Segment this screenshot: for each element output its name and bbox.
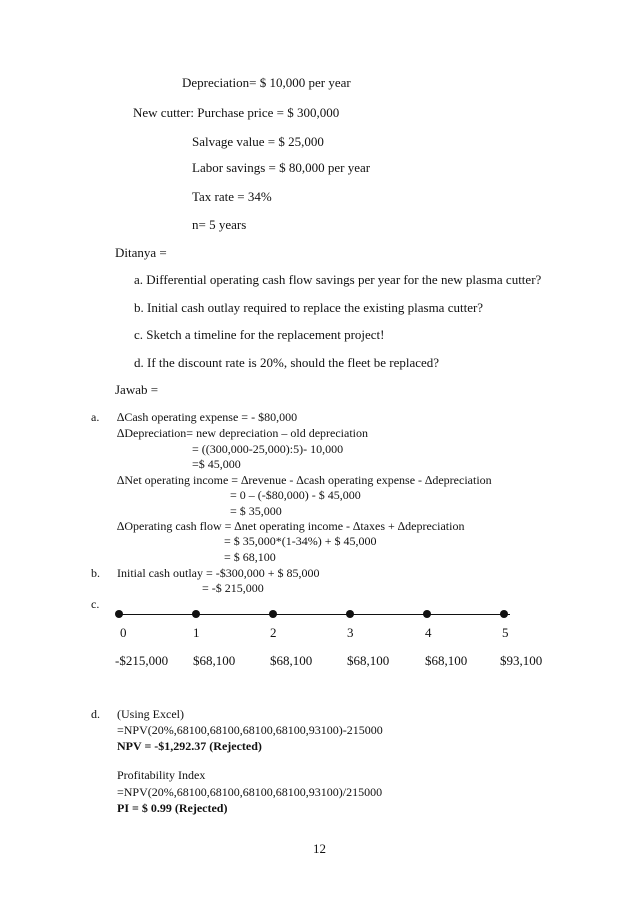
answer-d-using: (Using Excel) [117, 707, 184, 721]
timeline-period: 2 [270, 625, 277, 640]
answer-a-line: =$ 45,000 [192, 457, 241, 471]
timeline-dot [423, 610, 431, 618]
timeline-dot [115, 610, 123, 618]
answer-a-line: = $ 68,100 [224, 550, 276, 564]
timeline-cashflow: $68,100 [193, 653, 236, 668]
given-depreciation: Depreciation= $ 10,000 per year [182, 75, 351, 90]
timeline-period: 0 [120, 625, 127, 640]
given-tax: Tax rate = 34% [192, 189, 272, 204]
pi-result: PI = $ 0.99 (Rejected) [117, 801, 228, 815]
jawab-label: Jawab = [115, 382, 159, 397]
answer-a-line: ∆Operating cash flow = ∆net operating income - ∆taxes + ∆depreciation [117, 519, 465, 533]
timeline-cashflow: $93,100 [500, 653, 543, 668]
answer-a-line: = $ 35,000*(1-34%) + $ 45,000 [224, 534, 377, 548]
timeline-period: 1 [193, 625, 200, 640]
answer-a-line: = 0 – (-$80,000) - $ 45,000 [230, 488, 361, 502]
timeline-cashflow: -$215,000 [115, 653, 169, 668]
question-b: b. Initial cash outlay required to replace the existing plasma cutter? [134, 300, 484, 315]
timeline-line [120, 614, 510, 615]
timeline-dot [500, 610, 508, 618]
answer-a-line: ∆Cash operating expense = - $80,000 [117, 410, 298, 424]
timeline-cashflow: $68,100 [270, 653, 313, 668]
npv-result: NPV = -$1,292.37 (Rejected) [117, 739, 262, 753]
answer-a-line: = ((300,000-25,000):5)- 10,000 [192, 442, 344, 456]
pi-formula: =NPV(20%,68100,68100,68100,68100,93100)/215000 [117, 785, 383, 799]
given-salvage: Salvage value = $ 25,000 [192, 134, 324, 149]
answer-b-marker: b. [91, 566, 100, 580]
answer-b-line: = -$ 215,000 [202, 581, 264, 595]
question-c: c. Sketch a timeline for the replacement project! [134, 327, 385, 342]
timeline-period: 3 [347, 625, 354, 640]
timeline-dot [192, 610, 200, 618]
answer-a-line: ∆Depreciation= new depreciation – old depreciation [117, 426, 369, 440]
timeline-cashflow: $68,100 [425, 653, 468, 668]
timeline-dot [269, 610, 277, 618]
given-labor: Labor savings = $ 80,000 per year [192, 160, 371, 175]
timeline-dot [346, 610, 354, 618]
given-n: n= 5 years [192, 217, 247, 232]
answer-b-line: Initial cash outlay = -$300,000 + $ 85,000 [117, 566, 320, 580]
answer-a-line: ∆Net operating income = ∆revenue - ∆cash operating expense - ∆depreciation [117, 473, 492, 487]
ditanya-label: Ditanya = [115, 245, 167, 260]
pi-label: Profitability Index [117, 768, 206, 782]
question-d: d. If the discount rate is 20%, should the fleet be replaced? [134, 355, 440, 370]
timeline-period: 5 [502, 625, 509, 640]
given-new-cutter: New cutter: Purchase price = $ 300,000 [133, 105, 340, 120]
page-number: 12 [313, 841, 326, 856]
timeline-period: 4 [425, 625, 432, 640]
answer-a-marker: a. [91, 410, 100, 424]
timeline-cashflow: $68,100 [347, 653, 390, 668]
npv-formula: =NPV(20%,68100,68100,68100,68100,93100)-215000 [117, 723, 383, 737]
answer-a-line: = $ 35,000 [230, 504, 282, 518]
answer-d-marker: d. [91, 707, 100, 721]
question-a: a. Differential operating cash flow savings per year for the new plasma cutter? [134, 272, 542, 287]
answer-c-marker: c. [91, 597, 100, 611]
